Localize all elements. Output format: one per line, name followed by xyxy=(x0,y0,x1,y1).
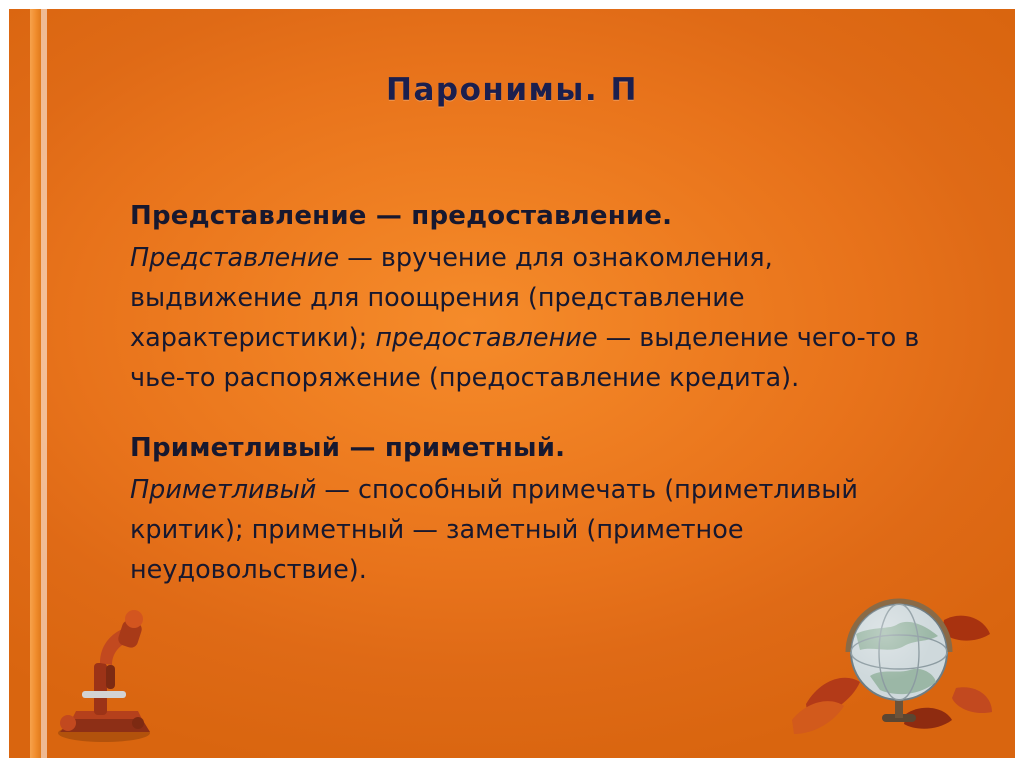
paronym-text-1: — вручение для ознакомления, выдвижение для поощрения (представление характеристики); xyxy=(130,243,773,353)
left-accent-stripe xyxy=(30,9,41,758)
slide-body xyxy=(130,196,920,590)
left-accent-stripe-highlight xyxy=(41,9,47,758)
paronym-definition xyxy=(130,238,920,398)
paronym-text-2: — выделение чего-то в чье-то распоряжение (предоставление кредита). xyxy=(130,323,920,393)
paronym-headword: Приметливый — приметный. xyxy=(130,433,566,463)
paronym-definition xyxy=(130,470,920,590)
paronym-term-2: предоставление xyxy=(375,323,598,353)
paronym-entry xyxy=(130,196,920,398)
paronym-text-1: — способный примечать (приметливый критик); приметный — заметный (приметное неудовольствие). xyxy=(130,475,858,585)
paronym-headword: Представление — предоставление. xyxy=(130,201,673,231)
slide-frame-top xyxy=(0,0,1024,9)
microscope-icon xyxy=(42,605,162,745)
paronym-term-1: Представление xyxy=(130,243,340,273)
slide-frame-left xyxy=(0,0,9,767)
slide-frame-bottom xyxy=(0,758,1024,767)
globe-and-leaves-icon xyxy=(786,584,996,749)
slide-frame-right xyxy=(1015,0,1024,767)
paronym-entry xyxy=(130,428,920,590)
paronym-term-1: Приметливый xyxy=(130,475,317,505)
slide-title: Паронимы. П xyxy=(386,72,638,108)
